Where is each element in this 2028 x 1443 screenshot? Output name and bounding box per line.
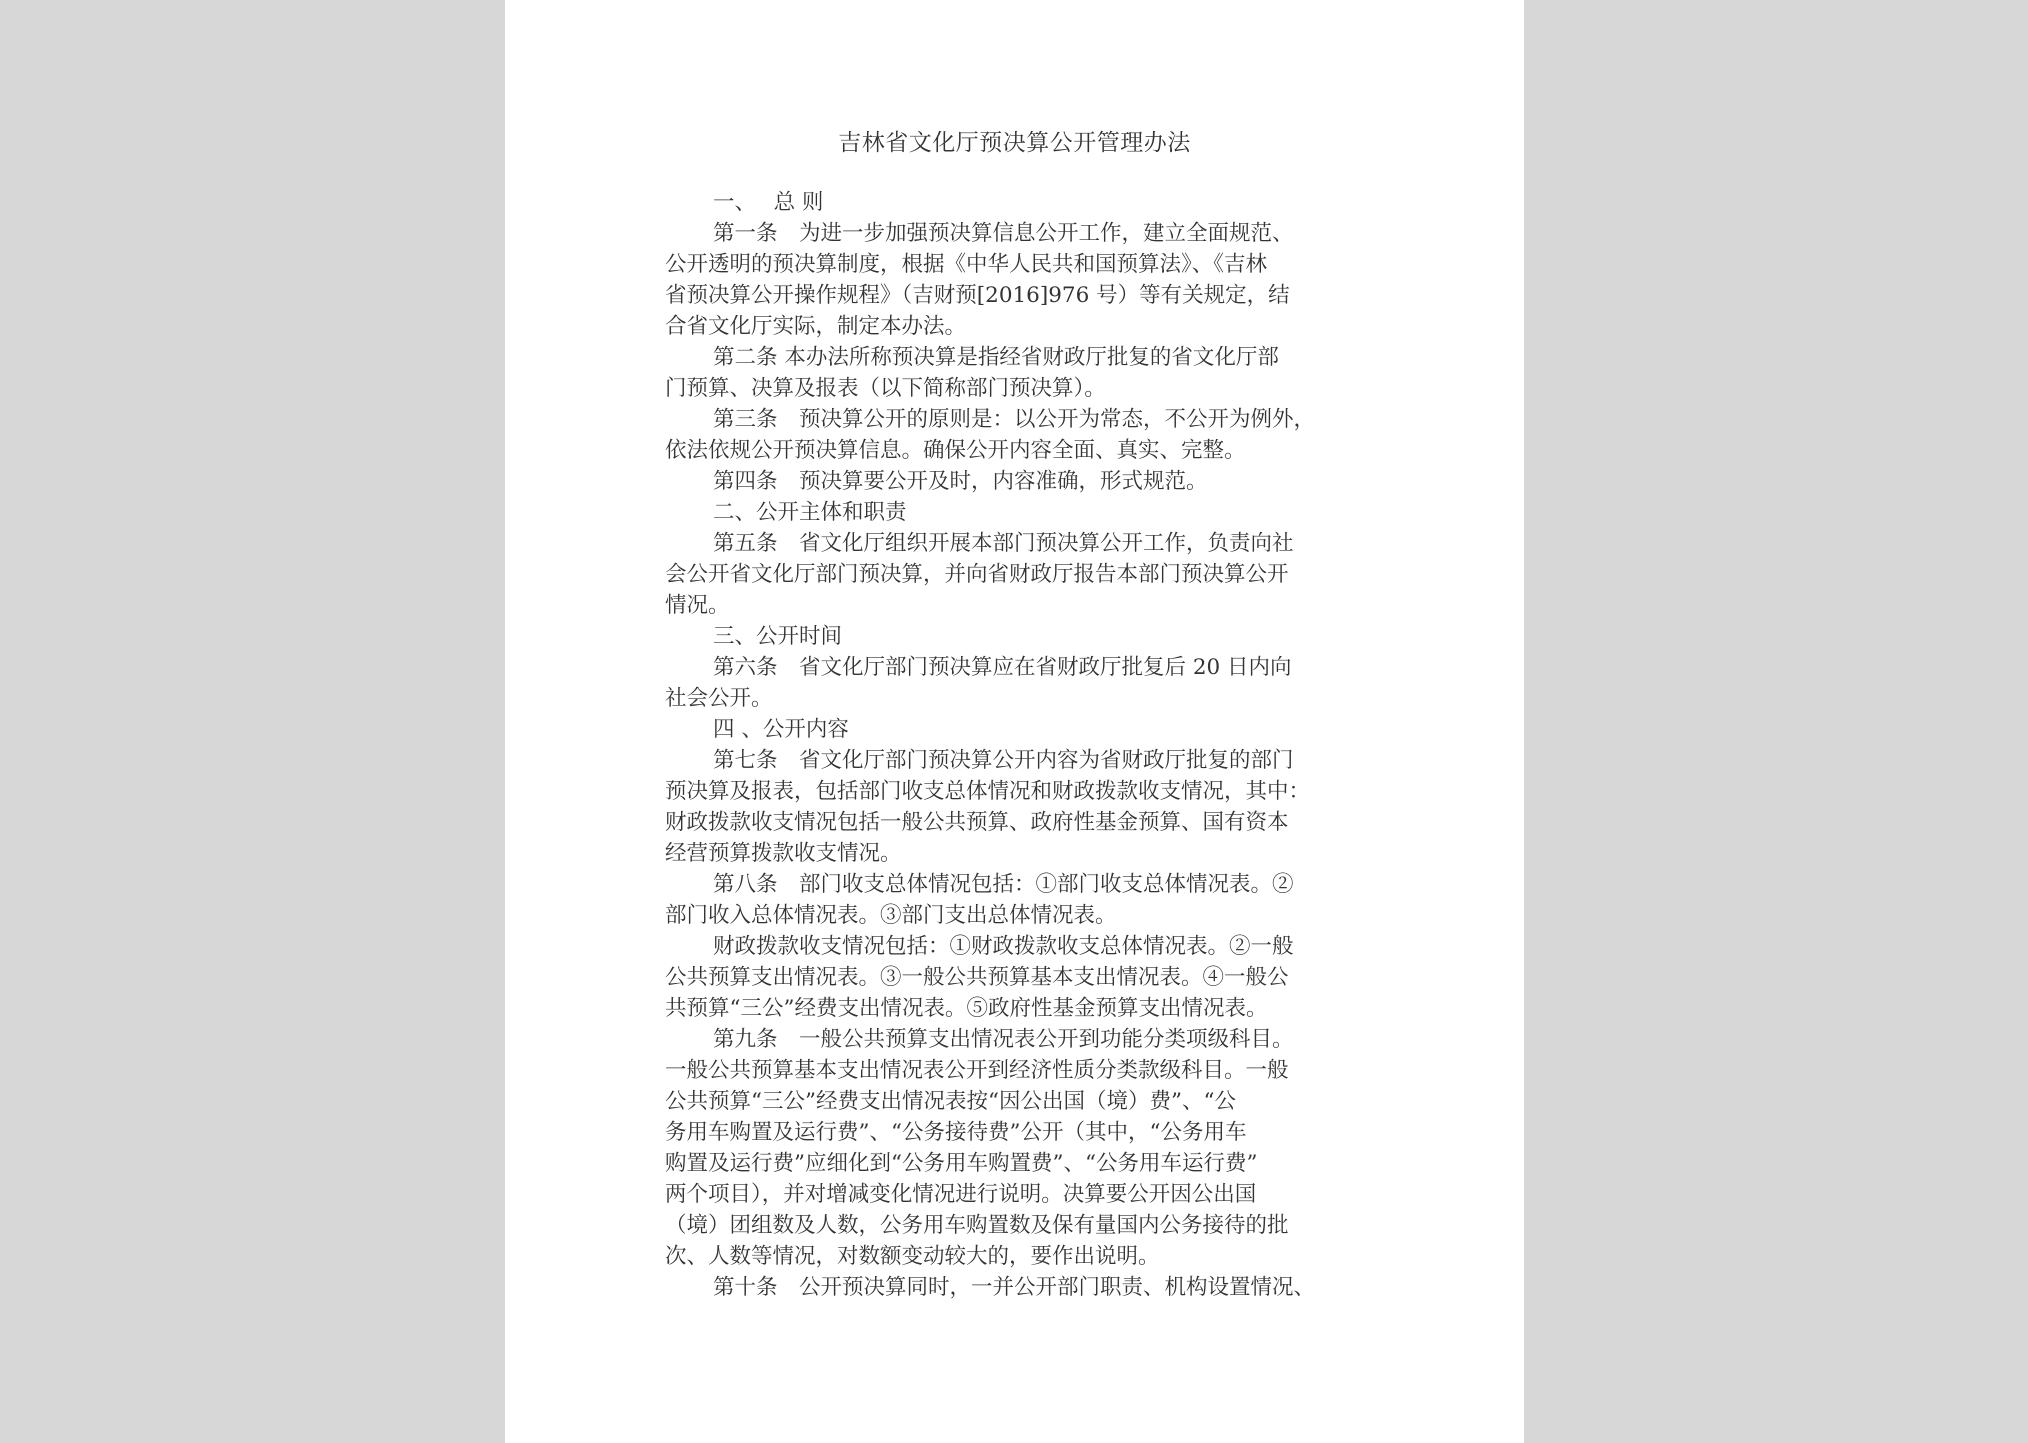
text-line: 社会公开。	[665, 686, 773, 711]
text-line: 一般公共预算基本支出情况表公开到经济性质分类款级科目。一般	[665, 1058, 1289, 1083]
text-line: 财政拨款收支情况包括：①财政拨款收支总体情况表。②一般	[713, 934, 1294, 959]
text-line: 公开透明的预决算制度，根据《中华人民共和国预算法》、《吉林	[665, 252, 1268, 277]
text-line: 四 、公开内容	[713, 717, 849, 742]
text-line: 购置及运行费”应细化到“公务用车购置费”、“公务用车运行费”	[665, 1151, 1258, 1176]
document-body	[665, 187, 1365, 1303]
text-line: 三、公开时间	[713, 624, 843, 649]
text-line: 务用车购置及运行费”、“公务接待费”公开（其中，“公务用车	[665, 1120, 1247, 1145]
text-line: 第九条 一般公共预算支出情况表公开到功能分类项级科目。	[713, 1027, 1294, 1052]
text-line: 次、人数等情况，对数额变动较大的，要作出说明。	[665, 1244, 1160, 1269]
text-line: 一、 总 则	[713, 190, 824, 215]
text-line: 合省文化厅实际，制定本办法。	[665, 314, 967, 339]
text-line: 第三条 预决算公开的原则是：以公开为常态，不公开为例外，	[713, 407, 1316, 432]
text-line: 二、公开主体和职责	[713, 500, 907, 525]
text-line: 第五条 省文化厅组织开展本部门预决算公开工作，负责向社	[713, 531, 1294, 556]
text-line: 共预算“三公”经费支出情况表。⑤政府性基金预算支出情况表。	[665, 996, 1268, 1021]
text-line: 第七条 省文化厅部门预决算公开内容为省财政厅批复的部门	[713, 748, 1294, 773]
text-line: （境）团组数及人数，公务用车购置数及保有量国内公务接待的批	[665, 1213, 1289, 1238]
text-line: 门预算、决算及报表（以下简称部门预决算）。	[665, 376, 1106, 401]
text-line: 公共预算“三公”经费支出情况表按“因公出国（境）费”、“公	[665, 1089, 1236, 1114]
text-line: 第二条 本办法所称预决算是指经省财政厅批复的省文化厅部	[713, 345, 1279, 370]
text-line: 预决算及报表，包括部门收支总体情况和财政拨款收支情况，其中：	[665, 779, 1311, 804]
text-line: 情况。	[665, 593, 730, 618]
text-line: 第六条 省文化厅部门预决算应在省财政厅批复后 20 日内向	[713, 655, 1292, 680]
text-line: 财政拨款收支情况包括一般公共预算、政府性基金预算、国有资本	[665, 810, 1289, 835]
text-line: 公共预算支出情况表。③一般公共预算基本支出情况表。④一般公	[665, 965, 1289, 990]
text-line: 依法依规公开预决算信息。确保公开内容全面、真实、完整。	[665, 438, 1246, 463]
text-line: 会公开省文化厅部门预决算，并向省财政厅报告本部门预决算公开	[665, 562, 1289, 587]
text-line: 第八条 部门收支总体情况包括：①部门收支总体情况表。②	[713, 872, 1294, 897]
text-line: 经营预算拨款收支情况。	[665, 841, 902, 866]
text-line: 第一条 为进一步加强预决算信息公开工作，建立全面规范、	[713, 221, 1294, 246]
text-line: 两个项目），并对增减变化情况进行说明。决算要公开因公出国	[665, 1182, 1257, 1207]
text-line: 省预决算公开操作规程》（吉财预[2016]976 号）等有关规定，结	[665, 283, 1290, 308]
text-line: 部门收入总体情况表。③部门支出总体情况表。	[665, 903, 1117, 928]
text-line: 第十条 公开预决算同时，一并公开部门职责、机构设置情况、	[713, 1275, 1316, 1300]
text-line: 第四条 预决算要公开及时，内容准确，形式规范。	[713, 469, 1208, 494]
document-title: 吉林省文化厅预决算公开管理办法	[838, 130, 1191, 156]
document-page	[505, 0, 1524, 1443]
